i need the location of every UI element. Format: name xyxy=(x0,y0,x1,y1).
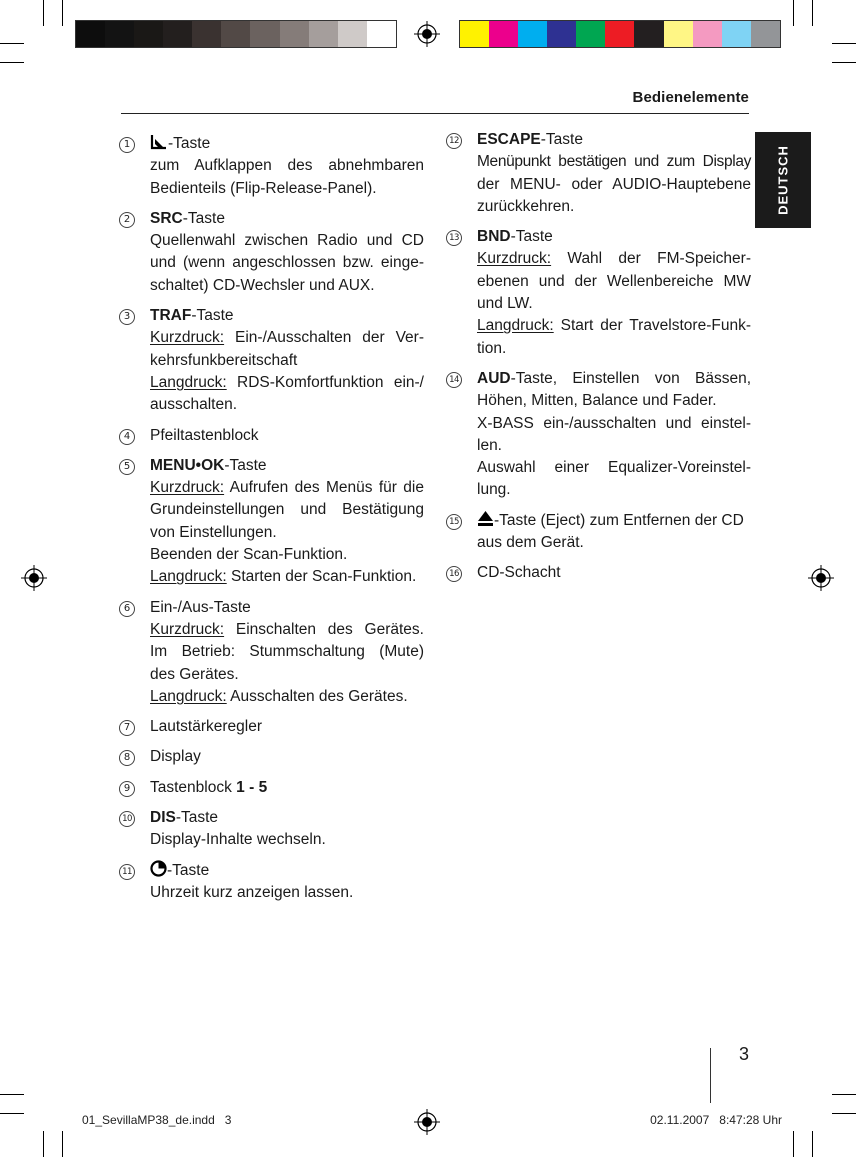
item-text: ebenen und der Wellenbereiche MW xyxy=(477,272,751,290)
item-heading xyxy=(150,208,424,230)
crop-mark xyxy=(0,1113,24,1114)
item-heading xyxy=(150,807,424,829)
item-keyword: 1 - 5 xyxy=(236,778,268,796)
item-number: 12 xyxy=(446,133,462,149)
color-swatch xyxy=(751,21,780,47)
item-text-part: Ein-/Ausschalten der Ver- xyxy=(224,329,424,347)
slug-filename: 01_SevillaMP38_de.indd 3 xyxy=(82,1113,232,1127)
color-swatch xyxy=(76,21,105,47)
page-number-divider xyxy=(710,1048,711,1103)
crop-mark xyxy=(832,1094,856,1095)
item-number: 11 xyxy=(119,864,135,880)
item-text: und LW. xyxy=(477,295,533,313)
item-label: Tastenblock xyxy=(150,778,237,796)
list-item xyxy=(119,746,424,768)
registration-mark-icon xyxy=(414,21,440,47)
list-item xyxy=(119,860,424,905)
item-text: Auswahl einer Equalizer-Voreinstel- xyxy=(477,459,751,477)
short-press-label: Kurzdruck: xyxy=(477,250,552,268)
item-label: Lautstärkeregler xyxy=(150,718,263,736)
item-text-part: RDS-Komfortfunktion ein-/ xyxy=(226,373,424,391)
color-swatch xyxy=(105,21,134,47)
color-swatch xyxy=(192,21,221,47)
color-swatch xyxy=(309,21,338,47)
item-label: -Taste (Eject) zum Entfernen der CD xyxy=(494,511,744,529)
right-column xyxy=(446,129,751,593)
item-text: von Einstellungen. xyxy=(150,523,277,541)
long-press-label: Langdruck: xyxy=(150,373,227,391)
item-text: des Gerätes. xyxy=(150,665,239,683)
item-keyword: SRC xyxy=(150,209,183,227)
item-keyword: AUD xyxy=(477,369,511,387)
item-label: -Taste xyxy=(167,861,210,879)
item-label: -Taste xyxy=(510,228,553,246)
item-text: tion. xyxy=(477,339,507,357)
language-tab xyxy=(755,132,811,228)
list-item xyxy=(119,597,424,708)
item-text xyxy=(150,372,424,394)
color-swatch xyxy=(547,21,576,47)
item-heading xyxy=(150,777,424,799)
color-swatch xyxy=(280,21,309,47)
item-label: CD-Schacht xyxy=(477,564,561,582)
item-number: 16 xyxy=(446,566,462,582)
crop-mark xyxy=(812,1131,813,1157)
list-item xyxy=(446,562,751,584)
item-text: Uhrzeit kurz anzeigen lassen. xyxy=(150,883,354,901)
short-press-label: Kurzdruck: xyxy=(150,329,225,347)
short-press-label: Kurzdruck: xyxy=(150,620,225,638)
item-heading xyxy=(150,133,424,155)
item-text-part: Starten der Scan-Funktion. xyxy=(226,568,417,586)
color-swatch xyxy=(250,21,279,47)
item-text: der MENU- oder AUDIO-Hauptebene xyxy=(477,175,751,193)
item-label: -Taste xyxy=(224,456,267,474)
item-heading xyxy=(477,226,751,248)
short-press-label: Kurzdruck: xyxy=(150,479,225,497)
item-text xyxy=(150,619,424,641)
crop-mark xyxy=(793,1131,794,1157)
item-text: Beenden der Scan-Funktion. xyxy=(150,546,348,564)
item-text-part: Ausschalten des Gerätes. xyxy=(226,687,408,705)
item-text xyxy=(150,566,424,588)
item-number: 8 xyxy=(119,750,135,766)
item-text xyxy=(477,315,751,337)
item-text: kehrsfunkbereitschaft xyxy=(150,351,298,369)
crop-mark xyxy=(832,43,856,44)
item-number: 9 xyxy=(119,781,135,797)
color-swatch xyxy=(518,21,547,47)
item-text-part: Start der Travelstore-Funk- xyxy=(553,317,751,335)
item-text: len. xyxy=(477,436,502,454)
color-swatch xyxy=(460,21,489,47)
color-swatch xyxy=(367,21,396,47)
item-number: 7 xyxy=(119,720,135,736)
crop-mark xyxy=(832,62,856,63)
crop-mark xyxy=(43,1131,44,1157)
item-text: zum Aufklappen des abnehmbaren xyxy=(150,157,424,175)
item-number: 14 xyxy=(446,372,462,388)
item-number: 13 xyxy=(446,230,462,246)
page-title: Bedienelemente xyxy=(632,89,749,106)
registration-mark-icon xyxy=(21,565,47,591)
header-divider xyxy=(121,113,749,114)
crop-mark xyxy=(0,43,24,44)
crop-mark xyxy=(62,0,63,26)
item-text: zurückkehren. xyxy=(477,197,575,215)
item-label: -Taste xyxy=(191,307,234,325)
item-heading xyxy=(150,455,424,477)
grayscale-calibration-bar xyxy=(75,20,397,48)
item-text-part: Aufrufen des Menüs für die xyxy=(224,479,424,497)
item-heading xyxy=(150,860,424,882)
item-number: 3 xyxy=(119,309,135,325)
item-text-part: Einschalten des Gerätes. xyxy=(224,620,424,638)
item-label: Pfeiltastenblock xyxy=(150,426,259,444)
crop-mark xyxy=(832,1113,856,1114)
list-item xyxy=(119,133,424,200)
item-text: aus dem Gerät. xyxy=(477,534,584,552)
color-swatch xyxy=(664,21,693,47)
item-keyword: ESCAPE xyxy=(477,131,541,148)
item-number: 10 xyxy=(119,811,135,827)
color-swatch xyxy=(576,21,605,47)
item-heading xyxy=(477,129,751,151)
item-keyword: TRAF xyxy=(150,307,192,325)
eject-icon xyxy=(477,510,494,527)
item-text xyxy=(150,477,424,499)
item-label: -Taste, Einstellen von Bässen, xyxy=(510,369,751,387)
item-heading xyxy=(150,305,424,327)
item-text: Display-Inhalte wechseln. xyxy=(150,831,326,849)
item-number: 2 xyxy=(119,212,135,228)
slug-timestamp: 02.11.2007 8:47:28 Uhr xyxy=(650,1113,782,1127)
item-label: Display xyxy=(150,748,201,766)
item-text xyxy=(477,248,751,270)
language-tab-label: DEUTSCH xyxy=(775,145,791,215)
crop-mark xyxy=(793,0,794,26)
crop-mark xyxy=(812,0,813,26)
list-item xyxy=(119,208,424,297)
color-swatch xyxy=(489,21,518,47)
item-label: -Taste xyxy=(168,135,211,152)
long-press-label: Langdruck: xyxy=(477,317,554,335)
item-number: 15 xyxy=(446,514,462,530)
list-item xyxy=(119,305,424,416)
list-item xyxy=(446,226,751,360)
item-keyword: BND xyxy=(477,228,511,246)
item-text: Menüpunkt bestätigen und zum Display xyxy=(477,153,751,171)
color-swatch xyxy=(134,21,163,47)
color-calibration-bar xyxy=(459,20,781,48)
list-item xyxy=(446,368,751,502)
clock-icon xyxy=(150,860,167,877)
item-label: Ein-/Aus-Taste xyxy=(150,598,251,616)
item-number: 5 xyxy=(119,459,135,475)
item-text: Höhen, Mitten, Balance und Fader. xyxy=(477,392,717,410)
item-text xyxy=(150,686,424,708)
crop-mark xyxy=(62,1131,63,1157)
item-text: Quellenwahl zwischen Radio und CD xyxy=(150,232,424,250)
item-label: -Taste xyxy=(182,209,225,227)
color-swatch xyxy=(693,21,722,47)
list-item xyxy=(119,425,424,447)
list-item xyxy=(119,777,424,799)
item-number: 6 xyxy=(119,601,135,617)
item-number: 1 xyxy=(119,137,135,153)
item-text: schaltet) CD-Wechsler und AUX. xyxy=(150,276,375,294)
item-keyword: MENU•OK xyxy=(150,456,225,474)
color-swatch xyxy=(605,21,634,47)
item-keyword: DIS xyxy=(150,809,176,827)
item-text-part: Wahl der FM-Speicher- xyxy=(551,250,751,268)
item-text: Im Betrieb: Stummschaltung (Mute) xyxy=(150,643,424,661)
item-text: Grundeinstellungen und Bestätigung xyxy=(150,501,424,519)
list-item xyxy=(446,129,751,218)
item-heading xyxy=(477,510,751,532)
list-item xyxy=(446,510,751,555)
registration-mark-icon xyxy=(808,565,834,591)
item-text: lung. xyxy=(477,481,511,499)
item-text: Bedienteils (Flip-Release-Panel). xyxy=(150,179,377,197)
item-label: -Taste xyxy=(175,809,219,827)
item-number: 4 xyxy=(119,429,135,445)
long-press-label: Langdruck: xyxy=(150,568,227,586)
crop-mark xyxy=(0,1094,24,1095)
item-text: X-BASS ein-/ausschalten und einstel- xyxy=(477,414,751,432)
flip-release-icon xyxy=(150,134,168,150)
item-text: und (wenn angeschlossen bzw. einge- xyxy=(150,254,424,272)
crop-mark xyxy=(0,62,24,63)
list-item xyxy=(119,807,424,852)
long-press-label: Langdruck: xyxy=(150,687,227,705)
item-heading xyxy=(477,368,751,390)
color-swatch xyxy=(221,21,250,47)
color-swatch xyxy=(722,21,751,47)
crop-mark xyxy=(43,0,44,26)
color-swatch xyxy=(338,21,367,47)
item-label: -Taste xyxy=(540,131,583,148)
list-item xyxy=(119,455,424,589)
color-swatch xyxy=(163,21,192,47)
page-number: 3 xyxy=(738,1044,749,1064)
color-swatch xyxy=(634,21,663,47)
item-text xyxy=(150,327,424,349)
list-item xyxy=(119,716,424,738)
item-text: ausschalten. xyxy=(150,396,238,414)
registration-mark-icon xyxy=(414,1109,440,1135)
left-column xyxy=(119,133,424,912)
